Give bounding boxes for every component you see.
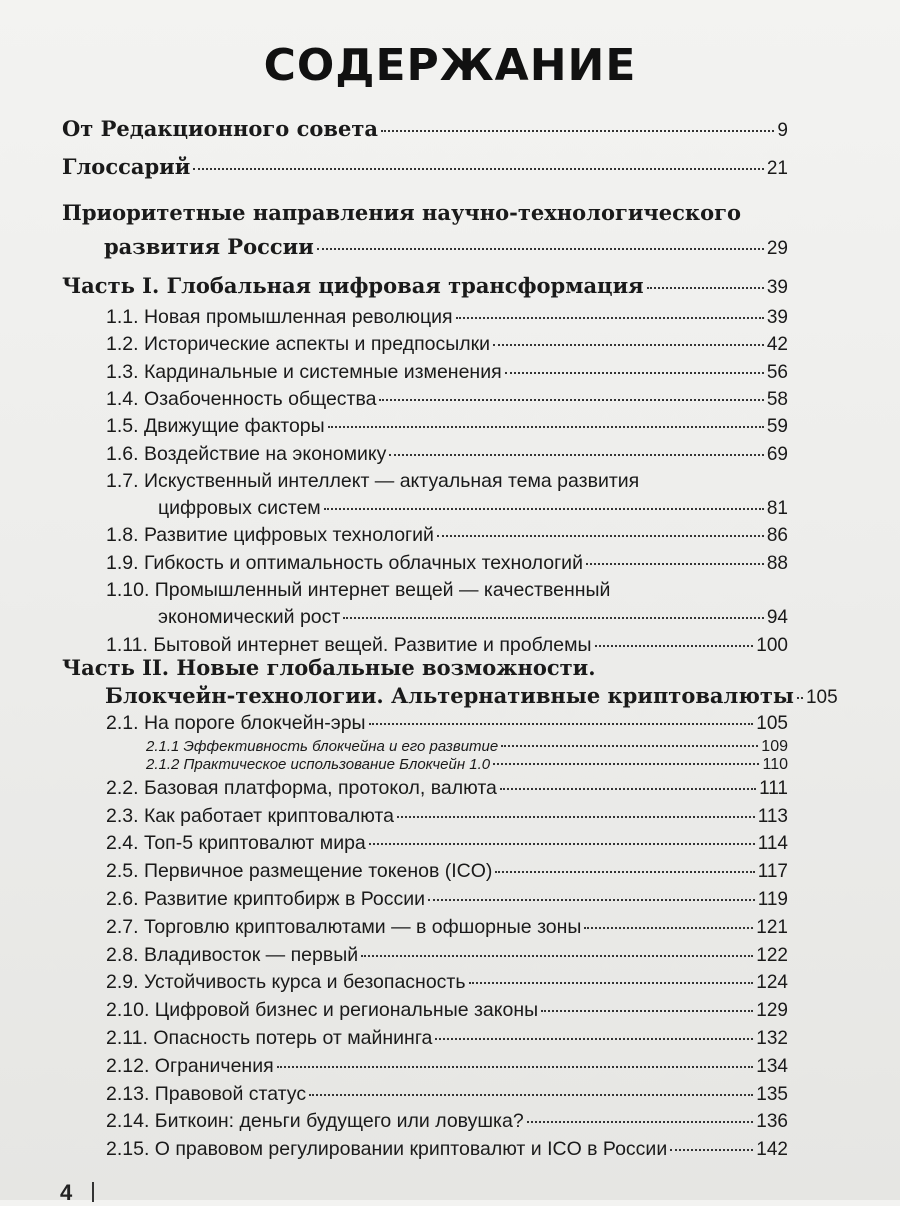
- toc-entry: [106, 969, 788, 997]
- page-number: 109: [761, 737, 788, 755]
- entry-title: 2.12. Ограничения: [106, 1054, 274, 1077]
- part-heading: [62, 268, 788, 304]
- toc-entry: [106, 914, 788, 942]
- entry-title: 1.5. Движущие факторы: [106, 415, 325, 438]
- page-number: 122: [756, 944, 788, 966]
- page-number: 119: [757, 889, 788, 910]
- entry-title: экономический рост: [158, 606, 341, 629]
- dot-leader: [369, 723, 754, 725]
- page-number: 142: [756, 1139, 788, 1161]
- entry-title: 2.3. Как работает криптовалюта: [106, 804, 394, 827]
- dot-leader: [324, 508, 764, 510]
- page-number: 132: [756, 1028, 788, 1049]
- entry-title: 2.1. На пороге блокчейн-эры: [106, 712, 366, 734]
- entry-title: 1.8. Развитие цифровых технологий: [106, 524, 434, 547]
- entry-title: 1.6. Воздействие на экономику: [106, 442, 387, 465]
- page-number: 113: [757, 805, 788, 827]
- entry-title: 1.4. Озабоченность общества: [106, 387, 377, 410]
- page-number: 129: [756, 1000, 788, 1022]
- page-number: 29: [766, 238, 788, 259]
- toc-entry: [106, 577, 788, 632]
- page-number: 105: [756, 713, 788, 734]
- toc-entry: [106, 997, 788, 1025]
- page-title: СОДЕРЖАНИЕ: [263, 40, 637, 91]
- entry-title: 2.13. Правовой статус: [106, 1082, 307, 1105]
- entry-title: 1.3. Кардинальные и системные изменения: [106, 360, 502, 383]
- entry-title: 2.1.2 Практическое использование Блокчейн 1.0: [146, 756, 491, 774]
- entry-title: 2.9. Устойчивость курса и безопасность: [106, 971, 466, 994]
- entry-title: Приоритетные направления научно-технологического: [62, 200, 741, 225]
- toc-entry: [106, 359, 788, 386]
- dot-leader: [435, 1038, 753, 1040]
- entry-title: 2.15. О правовом регулировании криптовалют и ICO в России: [106, 1138, 668, 1161]
- page-number: 69: [766, 443, 788, 465]
- dot-leader: [495, 871, 754, 873]
- entry-title: развития России: [104, 234, 314, 259]
- entry-title: 2.5. Первичное размещение токенов (ICO): [106, 860, 493, 883]
- page-number: 134: [756, 1055, 788, 1077]
- page-number: 4: [60, 1180, 73, 1205]
- entry-title: 2.4. Топ-5 криптовалют мира: [106, 832, 366, 855]
- dot-leader: [469, 982, 754, 984]
- toc-entry: [106, 1081, 788, 1109]
- entry-title: Глоссарий: [62, 154, 191, 179]
- toc-entry: [106, 522, 788, 549]
- toc-entry: [106, 413, 788, 440]
- entry-title: цифровых систем: [158, 497, 321, 520]
- page-number: 121: [756, 916, 788, 938]
- page-number: 136: [756, 1111, 788, 1133]
- entry-title: Блокчейн-технологии. Альтернативные криптовалюты: [105, 683, 794, 708]
- dot-leader: [456, 317, 764, 319]
- dot-leader: [277, 1066, 754, 1068]
- page-number: 88: [766, 552, 788, 574]
- dot-leader: [317, 248, 764, 250]
- dot-leader: [493, 763, 759, 765]
- page-number: 58: [766, 388, 788, 410]
- entry-title: 2.10. Цифровой бизнес и региональные законы: [106, 999, 539, 1022]
- part-heading: [62, 654, 838, 710]
- page-number: 9: [777, 120, 788, 141]
- dot-leader: [369, 843, 755, 845]
- dot-leader: [397, 816, 755, 818]
- dot-leader: [343, 617, 764, 619]
- page-number: 114: [757, 833, 788, 855]
- page-number: 110: [762, 756, 788, 774]
- toc-entry: [106, 858, 788, 886]
- entry-title: 1.10. Промышленный интернет вещей — качественный: [106, 579, 611, 601]
- page-number: 39: [766, 307, 788, 328]
- entry-title: 1.9. Гибкость и оптимальность облачных технологий: [106, 551, 583, 574]
- entry-title: 1.2. Исторические аспекты и предпосылки: [106, 333, 491, 356]
- toc-entry: [106, 886, 788, 914]
- toc-entry: [62, 150, 788, 184]
- dot-leader: [389, 454, 763, 456]
- dot-leader: [527, 1121, 754, 1123]
- toc-entry: [106, 386, 788, 413]
- page-number: 105: [805, 687, 838, 708]
- page-number: 42: [766, 334, 788, 356]
- dot-leader: [647, 287, 764, 289]
- dot-leader: [584, 927, 753, 929]
- entry-title: 2.8. Владивосток — первый: [106, 943, 359, 966]
- dot-leader: [493, 344, 764, 346]
- entry-title: 2.14. Биткоин: деньги будущего или ловушка?: [106, 1110, 524, 1133]
- entry-title: 1.11. Бытовой интернет вещей. Развитие и проблемы: [106, 633, 592, 656]
- dot-leader: [541, 1010, 753, 1012]
- page-number: 94: [766, 607, 788, 629]
- toc-entry: [106, 803, 788, 831]
- dot-leader: [193, 168, 764, 170]
- page-number: 59: [766, 416, 788, 438]
- dot-leader: [586, 563, 764, 565]
- entry-title: 2.7. Торговлю криптовалютами — в офшорные зоны: [106, 915, 582, 938]
- page-number: 86: [766, 525, 788, 547]
- entry-title: 2.2. Базовая платформа, протокол, валюта: [106, 776, 497, 799]
- page-number: 81: [766, 498, 788, 520]
- toc-entry: [106, 1025, 788, 1053]
- page-number: 111: [759, 777, 788, 799]
- dot-leader: [379, 399, 763, 401]
- toc-entry: [146, 738, 788, 757]
- dot-leader: [505, 372, 764, 374]
- dot-leader: [437, 535, 764, 537]
- entry-title: 1.7. Искуственный интеллект — актуальная тема развития: [106, 469, 640, 492]
- dot-leader: [381, 130, 774, 132]
- page-number: 124: [756, 972, 788, 994]
- toc-entry: [146, 756, 788, 775]
- page-margin-rule: [92, 1182, 94, 1202]
- toc-entry: [106, 775, 788, 803]
- toc-entry: [106, 942, 788, 970]
- page-number: 117: [757, 861, 788, 883]
- toc-entry: [106, 304, 788, 331]
- dot-leader: [595, 645, 754, 647]
- dot-leader: [361, 955, 753, 957]
- toc-entry: [106, 1053, 788, 1081]
- toc-entry: [62, 112, 788, 146]
- dot-leader: [501, 745, 758, 747]
- page-number: 56: [766, 361, 788, 383]
- toc-entry: [106, 468, 788, 523]
- dot-leader: [670, 1149, 753, 1151]
- entry-title: 2.11. Опасность потерь от майнинга: [106, 1027, 433, 1049]
- toc-entry: [106, 331, 788, 358]
- entry-title: 2.6. Развитие криптобирж в России: [106, 888, 426, 910]
- entry-title: Часть II. Новые глобальные возможности.: [62, 655, 596, 680]
- toc-entry: [106, 1136, 788, 1164]
- entry-title: 2.1.1 Эффективность блокчейна и его развитие: [146, 737, 499, 755]
- page-number: 100: [756, 634, 788, 656]
- toc-entry: [106, 441, 788, 468]
- entry-title: 1.1. Новая промышленная революция: [106, 306, 453, 328]
- toc-entry: [106, 830, 788, 858]
- toc-entry: [62, 196, 788, 264]
- entry-title: От Редакционного совета: [62, 116, 378, 141]
- dot-leader: [309, 1094, 753, 1096]
- toc-entry: [106, 1108, 788, 1136]
- dot-leader: [797, 697, 803, 699]
- entry-title: Часть I. Глобальная цифровая трансформация: [62, 273, 644, 298]
- toc-entry: [106, 550, 788, 577]
- toc-entry: [106, 710, 788, 738]
- page-number: 21: [766, 158, 788, 179]
- page-number: 39: [766, 277, 788, 298]
- dot-leader: [500, 788, 756, 790]
- page-number: 135: [756, 1083, 788, 1105]
- dot-leader: [328, 426, 764, 428]
- dot-leader: [428, 899, 755, 901]
